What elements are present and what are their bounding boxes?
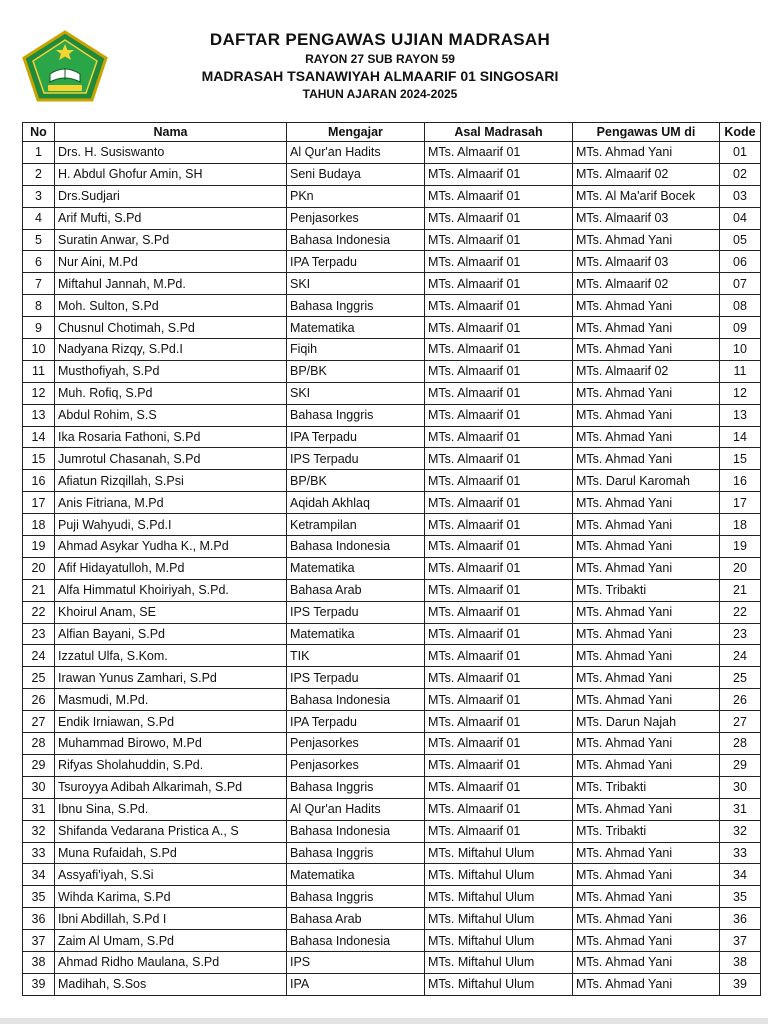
cell-asal-madrasah: MTs. Miftahul Ulum <box>425 864 573 886</box>
cell-nama: Jumrotul Chasanah, S.Pd <box>55 448 287 470</box>
cell-no: 14 <box>23 426 55 448</box>
cell-pengawas-um: MTs. Almaarif 03 <box>573 207 720 229</box>
cell-mengajar: Penjasorkes <box>287 754 425 776</box>
table-row <box>23 733 761 755</box>
cell-kode: 31 <box>720 798 761 820</box>
cell-pengawas-um: MTs. Ahmad Yani <box>573 842 720 864</box>
cell-asal-madrasah: MTs. Almaarif 01 <box>425 163 573 185</box>
cell-no: 16 <box>23 470 55 492</box>
table-row <box>23 404 761 426</box>
cell-pengawas-um: MTs. Ahmad Yani <box>573 667 720 689</box>
cell-mengajar: Bahasa Inggris <box>287 886 425 908</box>
cell-pengawas-um: MTs. Ahmad Yani <box>573 536 720 558</box>
cell-mengajar: IPA Terpadu <box>287 711 425 733</box>
cell-mengajar: SKI <box>287 382 425 404</box>
cell-no: 29 <box>23 754 55 776</box>
cell-pengawas-um: MTs. Ahmad Yani <box>573 339 720 361</box>
cell-pengawas-um: MTs. Ahmad Yani <box>573 930 720 952</box>
cell-no: 39 <box>23 973 55 995</box>
cell-nama: Nur Aini, M.Pd <box>55 251 287 273</box>
cell-nama: Ika Rosaria Fathoni, S.Pd <box>55 426 287 448</box>
cell-pengawas-um: MTs. Ahmad Yani <box>573 557 720 579</box>
cell-no: 30 <box>23 776 55 798</box>
title-block <box>120 30 640 102</box>
column-header-mengajar: Mengajar <box>287 123 425 142</box>
cell-kode: 10 <box>720 339 761 361</box>
cell-nama: Afif Hidayatulloh, M.Pd <box>55 557 287 579</box>
cell-no: 23 <box>23 623 55 645</box>
cell-pengawas-um: MTs. Darul Karomah <box>573 470 720 492</box>
cell-no: 1 <box>23 142 55 164</box>
cell-mengajar: IPA Terpadu <box>287 251 425 273</box>
cell-pengawas-um: MTs. Ahmad Yani <box>573 864 720 886</box>
cell-mengajar: Bahasa Indonesia <box>287 930 425 952</box>
cell-mengajar: Bahasa Inggris <box>287 842 425 864</box>
cell-nama: Ahmad Ridho Maulana, S.Pd <box>55 951 287 973</box>
cell-asal-madrasah: MTs. Almaarif 01 <box>425 798 573 820</box>
table-row <box>23 339 761 361</box>
column-header-nama: Nama <box>55 123 287 142</box>
cell-mengajar: Fiqih <box>287 339 425 361</box>
cell-kode: 12 <box>720 382 761 404</box>
cell-mengajar: Matematika <box>287 864 425 886</box>
cell-nama: Drs.Sudjari <box>55 185 287 207</box>
table-row <box>23 886 761 908</box>
cell-asal-madrasah: MTs. Almaarif 01 <box>425 536 573 558</box>
cell-nama: Alfa Himmatul Khoiriyah, S.Pd. <box>55 579 287 601</box>
cell-kode: 14 <box>720 426 761 448</box>
cell-no: 37 <box>23 930 55 952</box>
cell-asal-madrasah: MTs. Almaarif 01 <box>425 185 573 207</box>
table-row <box>23 185 761 207</box>
cell-pengawas-um: MTs. Ahmad Yani <box>573 908 720 930</box>
cell-no: 11 <box>23 360 55 382</box>
cell-nama: Tsuroyya Adibah Alkarimah, S.Pd <box>55 776 287 798</box>
cell-mengajar: Aqidah Akhlaq <box>287 492 425 514</box>
cell-pengawas-um: MTs. Almaarif 02 <box>573 360 720 382</box>
cell-kode: 29 <box>720 754 761 776</box>
cell-mengajar: TIK <box>287 645 425 667</box>
table-row <box>23 448 761 470</box>
cell-kode: 28 <box>720 733 761 755</box>
cell-pengawas-um: MTs. Ahmad Yani <box>573 601 720 623</box>
column-header-asal-madrasah: Asal Madrasah <box>425 123 573 142</box>
cell-mengajar: Bahasa Inggris <box>287 776 425 798</box>
cell-no: 25 <box>23 667 55 689</box>
cell-asal-madrasah: MTs. Almaarif 01 <box>425 733 573 755</box>
cell-no: 3 <box>23 185 55 207</box>
cell-kode: 11 <box>720 360 761 382</box>
cell-kode: 22 <box>720 601 761 623</box>
table-body <box>23 142 761 996</box>
cell-pengawas-um: MTs. Ahmad Yani <box>573 645 720 667</box>
cell-pengawas-um: MTs. Ahmad Yani <box>573 404 720 426</box>
cell-mengajar: IPS <box>287 951 425 973</box>
cell-pengawas-um: MTs. Ahmad Yani <box>573 798 720 820</box>
cell-asal-madrasah: MTs. Almaarif 01 <box>425 360 573 382</box>
cell-mengajar: BP/BK <box>287 360 425 382</box>
cell-asal-madrasah: MTs. Almaarif 01 <box>425 404 573 426</box>
cell-asal-madrasah: MTs. Almaarif 01 <box>425 339 573 361</box>
cell-kode: 15 <box>720 448 761 470</box>
cell-pengawas-um: MTs. Ahmad Yani <box>573 886 720 908</box>
cell-nama: Muh. Rofiq, S.Pd <box>55 382 287 404</box>
cell-kode: 34 <box>720 864 761 886</box>
cell-kode: 08 <box>720 295 761 317</box>
table-row <box>23 426 761 448</box>
cell-kode: 17 <box>720 492 761 514</box>
cell-nama: Masmudi, M.Pd. <box>55 689 287 711</box>
cell-kode: 39 <box>720 973 761 995</box>
table-row <box>23 798 761 820</box>
cell-no: 17 <box>23 492 55 514</box>
cell-kode: 23 <box>720 623 761 645</box>
school-name: MADRASAH TSANAWIYAH ALMAARIF 01 SINGOSARI <box>201 68 559 84</box>
cell-asal-madrasah: MTs. Miftahul Ulum <box>425 886 573 908</box>
cell-asal-madrasah: MTs. Almaarif 01 <box>425 251 573 273</box>
table-row <box>23 579 761 601</box>
cell-pengawas-um: MTs. Ahmad Yani <box>573 754 720 776</box>
cell-asal-madrasah: MTs. Almaarif 01 <box>425 448 573 470</box>
table-row <box>23 864 761 886</box>
table-row <box>23 360 761 382</box>
cell-mengajar: IPS Terpadu <box>287 448 425 470</box>
cell-pengawas-um: MTs. Tribakti <box>573 579 720 601</box>
cell-nama: Drs. H. Susiswanto <box>55 142 287 164</box>
cell-nama: Ibni Abdillah, S.Pd I <box>55 908 287 930</box>
cell-asal-madrasah: MTs. Almaarif 01 <box>425 317 573 339</box>
cell-mengajar: Bahasa Arab <box>287 908 425 930</box>
cell-asal-madrasah: MTs. Almaarif 01 <box>425 645 573 667</box>
academic-year: TAHUN AJARAN 2024-2025 <box>302 87 458 101</box>
cell-pengawas-um: MTs. Almaarif 03 <box>573 251 720 273</box>
table-row <box>23 601 761 623</box>
cell-nama: Shifanda Vedarana Pristica A., S <box>55 820 287 842</box>
table-row <box>23 536 761 558</box>
cell-asal-madrasah: MTs. Almaarif 01 <box>425 820 573 842</box>
cell-asal-madrasah: MTs. Almaarif 01 <box>425 623 573 645</box>
cell-mengajar: Matematika <box>287 623 425 645</box>
cell-nama: Moh. Sulton, S.Pd <box>55 295 287 317</box>
cell-mengajar: Bahasa Indonesia <box>287 536 425 558</box>
cell-kode: 21 <box>720 579 761 601</box>
cell-kode: 13 <box>720 404 761 426</box>
cell-kode: 16 <box>720 470 761 492</box>
table-row <box>23 492 761 514</box>
cell-no: 6 <box>23 251 55 273</box>
cell-no: 8 <box>23 295 55 317</box>
cell-mengajar: Al Qur'an Hadits <box>287 798 425 820</box>
table-header-row <box>23 123 761 142</box>
cell-nama: Musthofiyah, S.Pd <box>55 360 287 382</box>
cell-kode: 30 <box>720 776 761 798</box>
cell-asal-madrasah: MTs. Almaarif 01 <box>425 470 573 492</box>
cell-nama: Abdul Rohim, S.S <box>55 404 287 426</box>
cell-asal-madrasah: MTs. Almaarif 01 <box>425 514 573 536</box>
cell-no: 22 <box>23 601 55 623</box>
cell-no: 15 <box>23 448 55 470</box>
cell-nama: Assyafi'iyah, S.Si <box>55 864 287 886</box>
cell-mengajar: IPA Terpadu <box>287 426 425 448</box>
cell-asal-madrasah: MTs. Almaarif 01 <box>425 601 573 623</box>
cell-mengajar: IPS Terpadu <box>287 601 425 623</box>
cell-mengajar: Matematika <box>287 557 425 579</box>
table-row <box>23 207 761 229</box>
cell-mengajar: Bahasa Inggris <box>287 404 425 426</box>
column-header-kode: Kode <box>720 123 761 142</box>
cell-asal-madrasah: MTs. Almaarif 01 <box>425 754 573 776</box>
cell-kode: 26 <box>720 689 761 711</box>
cell-mengajar: Bahasa Arab <box>287 579 425 601</box>
cell-no: 31 <box>23 798 55 820</box>
cell-kode: 37 <box>720 930 761 952</box>
cell-pengawas-um: MTs. Ahmad Yani <box>573 492 720 514</box>
cell-no: 13 <box>23 404 55 426</box>
cell-pengawas-um: MTs. Ahmad Yani <box>573 426 720 448</box>
cell-nama: Miftahul Jannah, M.Pd. <box>55 273 287 295</box>
cell-mengajar: Bahasa Inggris <box>287 295 425 317</box>
cell-no: 9 <box>23 317 55 339</box>
cell-nama: Muhammad Birowo, M.Pd <box>55 733 287 755</box>
column-header-pengawas-um: Pengawas UM di <box>573 123 720 142</box>
cell-nama: Khoirul Anam, SE <box>55 601 287 623</box>
table-row <box>23 754 761 776</box>
cell-asal-madrasah: MTs. Almaarif 01 <box>425 689 573 711</box>
cell-pengawas-um: MTs. Al Ma'arif Bocek <box>573 185 720 207</box>
cell-asal-madrasah: MTs. Almaarif 01 <box>425 207 573 229</box>
cell-mengajar: Al Qur'an Hadits <box>287 142 425 164</box>
cell-asal-madrasah: MTs. Miftahul Ulum <box>425 842 573 864</box>
cell-no: 35 <box>23 886 55 908</box>
cell-kode: 19 <box>720 536 761 558</box>
cell-asal-madrasah: MTs. Almaarif 01 <box>425 142 573 164</box>
table-row <box>23 667 761 689</box>
cell-nama: Afiatun Rizqillah, S.Psi <box>55 470 287 492</box>
cell-mengajar: Penjasorkes <box>287 733 425 755</box>
rayon-subtitle: RAYON 27 SUB RAYON 59 <box>305 52 455 66</box>
table-row <box>23 470 761 492</box>
cell-kode: 32 <box>720 820 761 842</box>
cell-pengawas-um: MTs. Darun Najah <box>573 711 720 733</box>
cell-kode: 36 <box>720 908 761 930</box>
cell-nama: Puji Wahyudi, S.Pd.I <box>55 514 287 536</box>
cell-mengajar: Ketrampilan <box>287 514 425 536</box>
table-row <box>23 951 761 973</box>
supervisor-table <box>22 122 761 996</box>
cell-asal-madrasah: MTs. Miftahul Ulum <box>425 908 573 930</box>
cell-mengajar: Bahasa Indonesia <box>287 229 425 251</box>
cell-kode: 03 <box>720 185 761 207</box>
cell-mengajar: BP/BK <box>287 470 425 492</box>
cell-pengawas-um: MTs. Ahmad Yani <box>573 973 720 995</box>
cell-pengawas-um: MTs. Ahmad Yani <box>573 448 720 470</box>
cell-mengajar: Seni Budaya <box>287 163 425 185</box>
cell-nama: Wihda Karima, S.Pd <box>55 886 287 908</box>
cell-mengajar: PKn <box>287 185 425 207</box>
cell-kode: 24 <box>720 645 761 667</box>
cell-no: 32 <box>23 820 55 842</box>
cell-nama: Ibnu Sina, S.Pd. <box>55 798 287 820</box>
cell-pengawas-um: MTs. Ahmad Yani <box>573 623 720 645</box>
cell-asal-madrasah: MTs. Almaarif 01 <box>425 229 573 251</box>
column-header-no: No <box>23 123 55 142</box>
cell-asal-madrasah: MTs. Almaarif 01 <box>425 426 573 448</box>
cell-kode: 01 <box>720 142 761 164</box>
cell-kode: 25 <box>720 667 761 689</box>
table-row <box>23 557 761 579</box>
table-row <box>23 295 761 317</box>
cell-kode: 06 <box>720 251 761 273</box>
document-title: DAFTAR PENGAWAS UJIAN MADRASAH <box>209 30 551 49</box>
cell-kode: 02 <box>720 163 761 185</box>
table-row <box>23 382 761 404</box>
cell-no: 18 <box>23 514 55 536</box>
cell-no: 27 <box>23 711 55 733</box>
cell-asal-madrasah: MTs. Almaarif 01 <box>425 295 573 317</box>
cell-mengajar: Bahasa Indonesia <box>287 689 425 711</box>
table-row <box>23 229 761 251</box>
cell-kode: 09 <box>720 317 761 339</box>
cell-nama: Nadyana Rizqy, S.Pd.I <box>55 339 287 361</box>
cell-no: 5 <box>23 229 55 251</box>
table-row <box>23 623 761 645</box>
cell-nama: Muna Rufaidah, S.Pd <box>55 842 287 864</box>
cell-nama: Arif Mufti, S.Pd <box>55 207 287 229</box>
table-row <box>23 820 761 842</box>
cell-nama: Endik Irniawan, S.Pd <box>55 711 287 733</box>
cell-asal-madrasah: MTs. Almaarif 01 <box>425 667 573 689</box>
cell-kode: 33 <box>720 842 761 864</box>
cell-pengawas-um: MTs. Ahmad Yani <box>573 733 720 755</box>
cell-asal-madrasah: MTs. Almaarif 01 <box>425 273 573 295</box>
cell-no: 19 <box>23 536 55 558</box>
cell-no: 36 <box>23 908 55 930</box>
cell-mengajar: IPS Terpadu <box>287 667 425 689</box>
cell-no: 28 <box>23 733 55 755</box>
cell-asal-madrasah: MTs. Almaarif 01 <box>425 711 573 733</box>
cell-asal-madrasah: MTs. Almaarif 01 <box>425 579 573 601</box>
cell-nama: Rifyas Sholahuddin, S.Pd. <box>55 754 287 776</box>
cell-no: 2 <box>23 163 55 185</box>
cell-no: 12 <box>23 382 55 404</box>
kemenag-logo-icon <box>20 30 110 104</box>
table-row <box>23 842 761 864</box>
cell-no: 20 <box>23 557 55 579</box>
table-row <box>23 317 761 339</box>
document-header <box>0 0 768 118</box>
cell-kode: 07 <box>720 273 761 295</box>
cell-asal-madrasah: MTs. Miftahul Ulum <box>425 973 573 995</box>
cell-kode: 05 <box>720 229 761 251</box>
table-row <box>23 163 761 185</box>
cell-kode: 35 <box>720 886 761 908</box>
cell-asal-madrasah: MTs. Miftahul Ulum <box>425 951 573 973</box>
cell-nama: Irawan Yunus Zamhari, S.Pd <box>55 667 287 689</box>
cell-pengawas-um: MTs. Ahmad Yani <box>573 229 720 251</box>
cell-no: 33 <box>23 842 55 864</box>
cell-nama: Izzatul Ulfa, S.Kom. <box>55 645 287 667</box>
cell-no: 24 <box>23 645 55 667</box>
cell-nama: Alfian Bayani, S.Pd <box>55 623 287 645</box>
cell-asal-madrasah: MTs. Almaarif 01 <box>425 492 573 514</box>
cell-mengajar: Penjasorkes <box>287 207 425 229</box>
cell-nama: Madihah, S.Sos <box>55 973 287 995</box>
cell-pengawas-um: MTs. Ahmad Yani <box>573 689 720 711</box>
cell-mengajar: Bahasa Indonesia <box>287 820 425 842</box>
cell-asal-madrasah: MTs. Almaarif 01 <box>425 382 573 404</box>
cell-asal-madrasah: MTs. Almaarif 01 <box>425 776 573 798</box>
table-row <box>23 142 761 164</box>
cell-no: 7 <box>23 273 55 295</box>
table-row <box>23 930 761 952</box>
cell-no: 10 <box>23 339 55 361</box>
cell-kode: 18 <box>720 514 761 536</box>
cell-nama: Anis Fitriana, M.Pd <box>55 492 287 514</box>
cell-no: 26 <box>23 689 55 711</box>
cell-no: 38 <box>23 951 55 973</box>
cell-no: 4 <box>23 207 55 229</box>
cell-nama: Ahmad Asykar Yudha K., M.Pd <box>55 536 287 558</box>
cell-pengawas-um: MTs. Tribakti <box>573 820 720 842</box>
page-bottom-edge <box>0 1018 768 1024</box>
table-row <box>23 645 761 667</box>
cell-nama: Chusnul Chotimah, S.Pd <box>55 317 287 339</box>
cell-nama: Suratin Anwar, S.Pd <box>55 229 287 251</box>
cell-mengajar: IPA <box>287 973 425 995</box>
table-row <box>23 514 761 536</box>
cell-asal-madrasah: MTs. Almaarif 01 <box>425 557 573 579</box>
table-row <box>23 689 761 711</box>
cell-pengawas-um: MTs. Ahmad Yani <box>573 295 720 317</box>
cell-no: 34 <box>23 864 55 886</box>
cell-kode: 27 <box>720 711 761 733</box>
cell-pengawas-um: MTs. Ahmad Yani <box>573 951 720 973</box>
cell-no: 21 <box>23 579 55 601</box>
cell-kode: 04 <box>720 207 761 229</box>
cell-pengawas-um: MTs. Ahmad Yani <box>573 382 720 404</box>
table-row <box>23 711 761 733</box>
table-row <box>23 776 761 798</box>
cell-pengawas-um: MTs. Tribakti <box>573 776 720 798</box>
cell-kode: 20 <box>720 557 761 579</box>
cell-pengawas-um: MTs. Ahmad Yani <box>573 514 720 536</box>
table-row <box>23 908 761 930</box>
table-row <box>23 973 761 995</box>
cell-pengawas-um: MTs. Ahmad Yani <box>573 142 720 164</box>
cell-mengajar: Matematika <box>287 317 425 339</box>
table-row <box>23 273 761 295</box>
cell-pengawas-um: MTs. Almaarif 02 <box>573 163 720 185</box>
cell-pengawas-um: MTs. Almaarif 02 <box>573 273 720 295</box>
cell-asal-madrasah: MTs. Miftahul Ulum <box>425 930 573 952</box>
cell-mengajar: SKI <box>287 273 425 295</box>
cell-nama: Zaim Al Umam, S.Pd <box>55 930 287 952</box>
cell-nama: H. Abdul Ghofur Amin, SH <box>55 163 287 185</box>
table-row <box>23 251 761 273</box>
cell-pengawas-um: MTs. Ahmad Yani <box>573 317 720 339</box>
cell-kode: 38 <box>720 951 761 973</box>
